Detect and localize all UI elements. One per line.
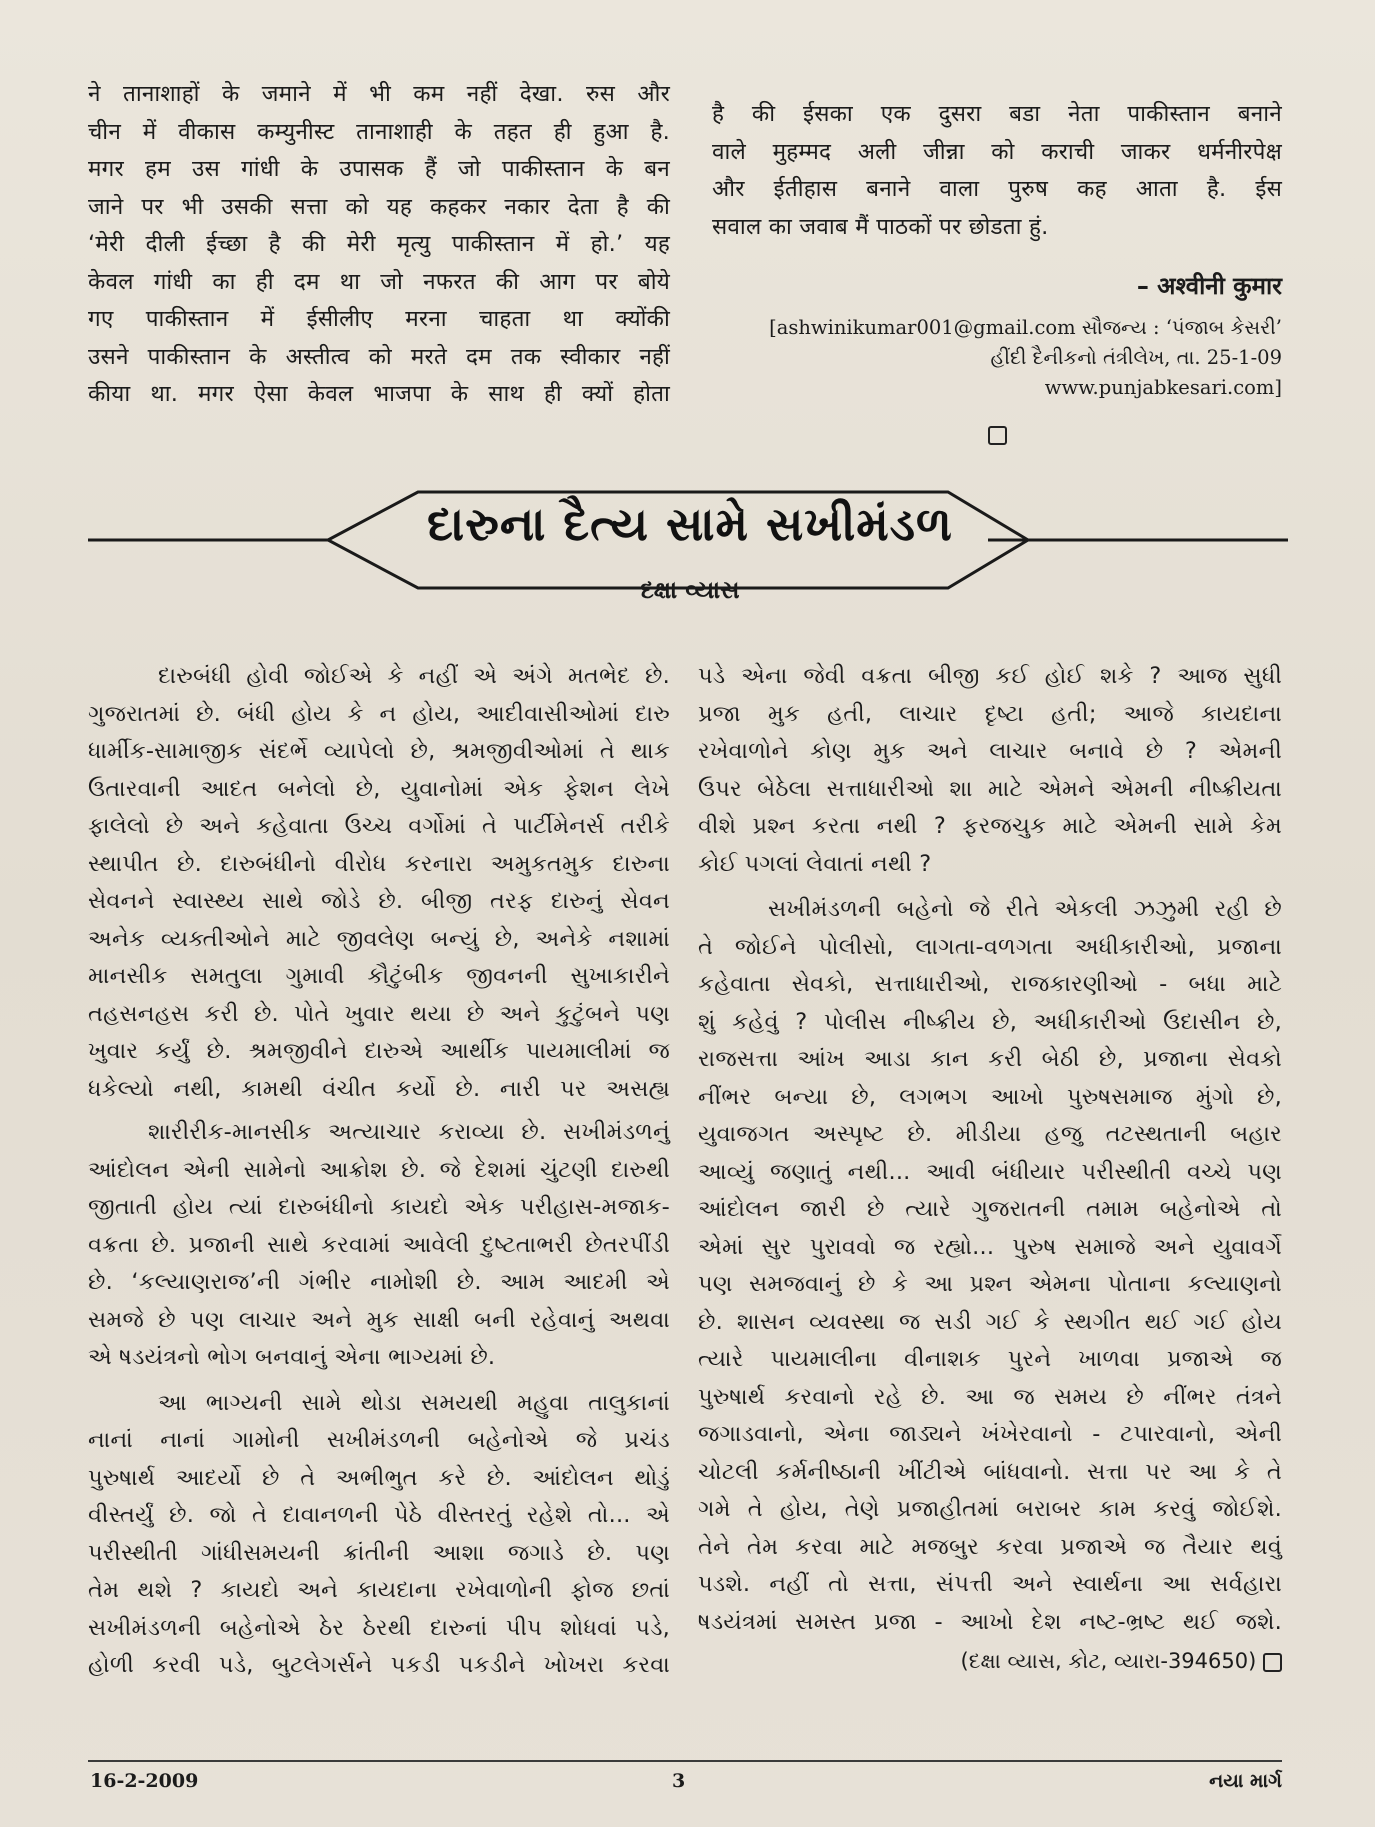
text-line: નીંભર બન્યા છે, લગભગ આખો પુરુષસમાજ મુંગો છે, — [698, 1083, 1282, 1110]
text-line: એમાં સુર પુરાવવો જ રહ્યો... પુરુષ સમાજે અને યુવાવર્ગે — [698, 1233, 1282, 1260]
text-line: વીશે પ્રશ્ન કરતા નથી ? ફરજચુક માટે એમની સામે કેમ — [698, 813, 1282, 839]
text-line: પડશે. નહીં તો સત્તા, સંપત્તી અને સ્વાર્થના આ સર્વહારા — [698, 1571, 1282, 1597]
text-line: ગુજરાતમાં છે. બંધી હોય કે ન હોય, આદીવાસીઓમાં દારુ — [88, 700, 670, 727]
text-line: ફાલેલો છે અને કહેવાતા ઉચ્ચ વર્ગોમાં તે પાર્ટીમેનર્સ તરીકે — [88, 813, 670, 839]
article-left-column — [88, 658, 670, 1685]
text-line: और ईतीहास बनाने वाला पुरुष कह आता है. ईस — [712, 176, 1282, 202]
text-line: સખીમંડળની બહેનોએ ઠેર ઠેરથી દારુનાં પીપ શોધવાં પડે, — [88, 1614, 671, 1641]
article-paragraph — [698, 891, 1282, 1641]
text-line: सवाल का जवाब मैं पाठकों पर छोडता हुं. — [712, 213, 1049, 240]
text-line: આ ભાગ્યની સામે થોડા સમયથી મહુવા તાલુકાનાં — [158, 1389, 670, 1416]
article-title: દારુના દૈત્ય સામે સખીમંડળ — [427, 497, 953, 551]
end-mark-icon — [988, 425, 1007, 445]
text-line: રખેવાળોને કોણ મુક અને લાચાર બનાવે છે ? એમની — [698, 738, 1282, 764]
text-line: સ્થાપીત છે. દારુબંધીનો વીરોધ કરનારા અમુકતમુક દારુના — [88, 850, 670, 877]
prev-article-credit — [712, 313, 1282, 403]
text-line: ધાર્મીક-સામાજીક સંદર્ભે વ્યાપેલો છે, શ્રમજીવીઓમાં તે થાક — [88, 738, 670, 764]
credit-line: હીંદી દૈનીકનો તંત્રીલેખ, તા. 25-1-09 — [990, 346, 1282, 369]
text-line: કોઈ પગલાં લેવાતાં નથી ? — [698, 850, 932, 877]
text-line: દારુબંધી હોવી જોઈએ કે નહીં એ અંગે મતભેદ છે. — [158, 663, 670, 689]
text-line: રાજસત્તા આંખ આડા કાન કરી બેઠી છે, પ્રજાના સેવકો — [698, 1046, 1282, 1072]
article-signature — [698, 1643, 1282, 1680]
signature-text: (દક્ષા વ્યાસ, કોટ, વ્યારા-394650) — [960, 1649, 1257, 1673]
text-line: એ ષડયંત્રનો ભોગ બનવાનું એના ભાગ્યમાં છે. — [88, 1344, 496, 1370]
text-line: માનસીક સમતુલા ગુમાવી કૌટુંબીક જીવનની સુખાકારીને — [88, 963, 670, 989]
text-line: વક્રતા છે. પ્રજાની સાથે કરવામાં આવેલી દુષ્ટતાભરી છેતરપીંડી — [88, 1231, 670, 1258]
text-line: उसने पाकीस्तान के अस्तीत्व को मरते दम तक स्वीकार नहीं — [88, 343, 670, 370]
footer-date: 16-2-2009 — [90, 1770, 199, 1792]
article-paragraph — [698, 658, 1282, 883]
text-line: તે જોઈને પોલીસો, લાગતા-વળગતા અધીકારીઓ, પ્રજાના — [698, 933, 1282, 960]
end-mark-icon — [1263, 1653, 1282, 1672]
text-line: વીસ્તર્યું છે. જો તે દાવાનળની પેઠે વીસ્તરતું રહેશે તો... એ — [88, 1502, 670, 1528]
text-line: वाले मुहम्मद अली जीन्ना को कराची जाकर धर्मनीरपेक्ष — [712, 138, 1282, 165]
text-line: है की ईसका एक दुसरा बडा नेता पाकीस्तान बनाने — [712, 101, 1282, 127]
text-line: मगर हम उस गांधी के उपासक हैं जो पाकीस्तान के बन — [88, 156, 670, 182]
credit-line: [ashwinikumar001@gmail.com સૌજન્ય : ‘પંજાબ કેસરી’ — [769, 316, 1282, 339]
prev-article-paragraph-left — [88, 76, 670, 414]
article-paragraph — [88, 658, 670, 1108]
text-line: શું કહેવું ? પોલીસ નીષ્ક્રીય છે, અધીકારીઓ ઉદાસીન છે, — [698, 1008, 1282, 1035]
article-paragraph — [88, 1385, 670, 1685]
text-line: આંદોલન જારી છે ત્યારે ગુજરાતની તમામ બહેનોએ તો — [698, 1196, 1282, 1222]
text-line: પ્રજા મુક હતી, લાચાર દૃષ્ટા હતી; આજે કાયદાના — [698, 700, 1282, 727]
prev-article-paragraph-right — [712, 96, 1282, 246]
text-line: केवल गांधी का ही दम था जो नफरत की आग पर बोये — [88, 268, 670, 295]
text-line: ષડયંત્રમાં સમસ્ત પ્રજા - આખો દેશ નષ્ટ-ભ્રષ્ટ થઈ જશે. — [698, 1608, 1282, 1635]
text-line: કહેવાતા સેવકો, સત્તાધારીઓ, રાજકારણીઓ - બધા માટે — [698, 971, 1282, 997]
text-line: તેમ થશે ? કાયદો અને કાયદાના રખેવાળોની ફોજ છતાં — [88, 1577, 670, 1603]
text-line: હોળી કરવી પડે, બુટલેગર્સને પકડી પકડીને ખોખરા કરવા — [88, 1652, 670, 1678]
article-author: દક્ષા વ્યાસ — [640, 576, 740, 604]
text-line: પડે એના જેવી વક્રતા બીજી કઈ હોઈ શકે ? આજ સુધી — [698, 663, 1282, 689]
text-line: પણ સમજવાનું છે કે આ પ્રશ્ન એમના પોતાના કલ્યાણનો — [698, 1271, 1282, 1297]
article-right-column — [698, 658, 1282, 1680]
text-line: અનેક વ્યક્તીઓને માટે જીવલેણ બન્યું છે, અનેકે નશામાં — [88, 925, 670, 952]
text-line: ने तानाशाहों के जमाने में भी कम नहीं देखा. रुस और — [88, 81, 670, 107]
footer-divider — [88, 1760, 1282, 1762]
text-line: ત્યારે પાયમાલીના વીનાશક પુરને ખાળવા પ્રજાએ જ — [698, 1346, 1282, 1372]
text-line: તહસનહસ કરી છે. પોતે ખુવાર થયા છે અને કુટુંબને પણ — [88, 1000, 670, 1027]
text-line: જીતાતી હોય ત્યાં દારુબંધીનો કાયદો એક પરીહાસ-મજાક- — [88, 1194, 670, 1220]
text-line: પરીસ્થીતી ગાંધીસમયની ક્રાંતીની આશા જગાડે છે. પણ — [88, 1539, 670, 1566]
text-line: સેવનને સ્વાસ્થ્ય સાથે જોડે છે. બીજી તરફ દારુનું સેવન — [88, 888, 670, 914]
credit-line: www.punjabkesari.com] — [1044, 376, 1282, 399]
text-line: છે. શાસન વ્યવસ્થા જ સડી ગઈ કે સ્થગીત થઈ ગઈ હોય — [698, 1308, 1282, 1335]
text-line: गए पाकीस्तान में ईसीलीए मरना चाहता था क्योंकी — [88, 306, 670, 332]
text-line: આવ્યું જણાતું નથી... આવી બંધીયાર પરીસ્થીતી વચ્ચે પણ — [698, 1158, 1282, 1185]
text-line: શારીરીક-માનસીક અત્યાચાર કરાવ્યા છે. સખીમંડળનું — [148, 1119, 670, 1145]
text-line: સમજે છે પણ લાચાર અને મુક સાક્ષી બની રહેવાનું અથવા — [88, 1306, 670, 1333]
text-line: ઉપર બેઠેલા સત્તાધારીઓ શા માટે એમને એમની નીષ્ક્રીયતા — [698, 775, 1282, 802]
text-line: છે. ‘કલ્યાણરાજ’ની ગંભીર નામોશી છે. આમ આદમી એ — [88, 1269, 670, 1295]
text-line: ચોટલી કર્મનીષ્ઠાની ખીંટીએ બાંધવાનો. સત્તા પર આ કે તે — [698, 1458, 1282, 1485]
text-line: कीया था. मगर ऐसा केवल भाजपा के साथ ही क्यों होता — [88, 381, 670, 407]
prev-article-left-column — [88, 76, 670, 414]
text-line: ખુવાર કર્યું છે. શ્રમજીવીને દારુએ આર્થીક પાયમાલીમાં જ — [88, 1038, 670, 1064]
text-line: ‘मेरी दीली ईच्छा है की मेरी मृत्यु पाकीस्तान में हो.’ यह — [88, 231, 670, 257]
text-line: નાનાં નાનાં ગામોની સખીમંડળની બહેનોએ જે પ્રચંડ — [88, 1427, 670, 1453]
page-number: 3 — [672, 1770, 686, 1792]
text-line: चीन में वीकास कम्युनीस्ट तानाशाही के तहत ही हुआ है. — [88, 118, 670, 145]
text-line: जाने पर भी उसकी सत्ता को यह कहकर नकार देता है की — [88, 193, 670, 220]
text-line: જગાડવાનો, એના જાડ્યને ખંખેરવાનો - ટપારવાનો, એની — [698, 1421, 1282, 1447]
article-paragraph — [88, 1114, 670, 1377]
text-line: પુરુષાર્થ આદર્યો છે તે અભીભુત કરે છે. આંદોલન થોડું — [88, 1464, 670, 1491]
text-line: ધકેલ્યો નથી, કામથી વંચીત કર્યો છે. નારી પર અસહ્ય — [88, 1075, 670, 1102]
text-line: પુરુષાર્થ કરવાનો રહે છે. આ જ સમય છે નીંભર તંત્રને — [698, 1383, 1282, 1410]
text-line: ઉતારવાની આદત બનેલો છે, યુવાનોમાં એક ફેશન લેખે — [88, 775, 670, 802]
prev-article-author: – अश्वीनी कुमार — [1136, 272, 1282, 300]
text-line: તેને તેમ કરવા માટે મજબુર કરવા પ્રજાએ જ તૈયાર થવું — [698, 1533, 1282, 1560]
magazine-name: નયા માર્ગ — [1209, 1770, 1282, 1792]
text-line: ગમે તે હોય, તેણે પ્રજાહીતમાં બરાબર કામ કરવું જોઈશે. — [698, 1496, 1282, 1522]
prev-article-right-column — [712, 96, 1282, 246]
text-line: યુવાજગત અસ્પૃષ્ટ છે. મીડીયા હજુ તટસ્થતાની બહાર — [698, 1121, 1282, 1147]
text-line: સખીમંડળની બહેનો જે રીતે એકલી ઝઝુમી રહી છે — [768, 896, 1282, 922]
text-line: આંદોલન એની સામેનો આક્રોશ છે. જે દેશમાં ચુંટણી દારુથી — [88, 1156, 670, 1183]
